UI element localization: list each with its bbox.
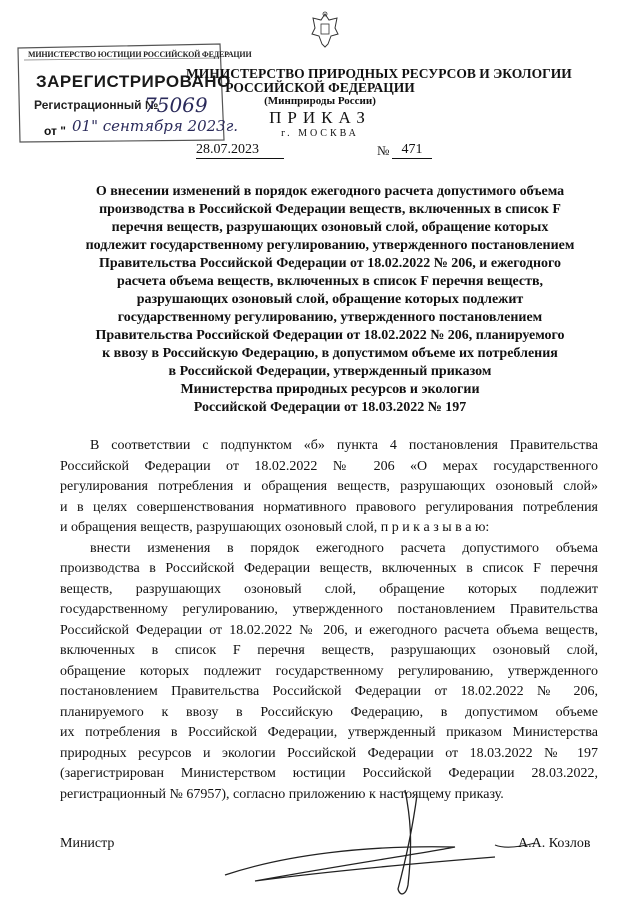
body-line: веществ, разрушающих озоновый слой, обращение которых подлежит <box>60 581 598 597</box>
document-title <box>60 183 600 417</box>
body-line: их потребления в Российской Федерации, утвержденный приказом Министерства <box>60 725 598 740</box>
ministry-name-line1: МИНИСТЕРСТВО ПРИРОДНЫХ РЕСУРСОВ И ЭКОЛОГИИ <box>186 66 572 81</box>
document-number: 471 <box>392 142 432 159</box>
title-line: Правительства Российской Федерации от 18.02.2022 № 206, и ежегодного <box>98 256 562 271</box>
handwritten-signature <box>195 785 545 905</box>
title-line: расчета объема веществ, включенных в список F перечня веществ, <box>116 274 544 289</box>
ministry-name-line2: РОССИЙСКОЙ ФЕДЕРАЦИИ <box>225 80 415 95</box>
body-line: регулирования потребления и обращения веществ, разрушающих озоновый слой» <box>60 479 598 494</box>
stamp-ministry: МИНИСТЕРСТВО ЮСТИЦИИ РОССИЙСКОЙ ФЕДЕРАЦИИ <box>28 50 252 59</box>
title-line: Министерства природных ресурсов и экологии <box>180 382 480 397</box>
document-type: ПРИКАЗ <box>269 108 371 127</box>
body-line: Российской Федерации от 18.02.2022 № 206 «О мерах государственного <box>60 458 598 474</box>
body-line: производства в Российской Федерации веществ, включенных в список F перечня <box>60 561 598 576</box>
title-line: Правительства Российской Федерации от 18.02.2022 № 206, планируемого <box>95 328 565 343</box>
title-line: подлежит государственному регулированию, утвержденного постановлением <box>85 238 575 253</box>
body-line: (зарегистрирован Министерством юстиции Российской Федерации 28.03.2022, <box>60 766 598 781</box>
stamp-reg-number: 75069 <box>144 93 208 117</box>
body-line: природных ресурсов и экологии Российской Федерации от 18.03.2022 № 197 <box>60 745 598 761</box>
title-line: к ввозу в Российскую Федерацию, в допустимом объеме их потребления <box>102 346 558 361</box>
signer-position: Министр <box>60 836 115 851</box>
title-line: производства в Российской Федерации веществ, включенных в список F <box>99 202 561 217</box>
title-line: Российской Федерации от 18.03.2022 № 197 <box>193 400 467 415</box>
stamp-handwritten-date: 01" сентября 2023г. <box>72 117 239 135</box>
title-line: перечня веществ, разрушающих озоновый слой, обращение которых <box>111 220 549 235</box>
stamp-title: ЗАРЕГИСТРИРОВАНО <box>36 72 231 91</box>
body-line: включенных в список F перечня веществ, разрушающих озоновый слой, <box>60 643 598 658</box>
title-line: в Российской Федерации, утвержденный приказом <box>168 364 492 379</box>
body-line: Российской Федерации от 18.02.2022 № 206, и ежегодного расчета объема веществ, <box>60 622 598 638</box>
body-line: постановлением Правительства Российской Федерации от 18.02.2022 № 206, <box>60 684 598 699</box>
body-line: планируемого к ввозу в Российскую Федерацию, в допустимом объеме <box>60 704 598 720</box>
title-line: О внесении изменений в порядок ежегодного расчета допустимого объема <box>95 184 565 199</box>
body-line: внести изменения в порядок ежегодного расчета допустимого объема <box>90 540 598 556</box>
paragraph-order <box>60 539 598 806</box>
document-body <box>60 436 598 805</box>
stamp-from-label: от " <box>44 124 66 138</box>
stamp-reg-label: Регистрационный № <box>34 98 159 112</box>
title-line: разрушающих озоновый слой, обращение которых подлежит <box>136 292 524 307</box>
title-line: государственному регулированию, утвержденного постановлением <box>117 310 543 325</box>
body-line: государственному регулированию, утвержденного постановлением Правительства <box>60 602 598 617</box>
ministry-short-name: (Минприроды России) <box>264 95 376 107</box>
body-line: регистрационный № 67957), согласно приложению к настоящему приказу. <box>60 786 504 802</box>
body-line: обращение которых подлежит государственному регулированию, утвержденного <box>60 663 598 679</box>
body-line: и в целях совершенствования нормативного правового регулирования потребления <box>60 499 598 515</box>
city: г. МОСКВА <box>281 128 359 139</box>
number-sign: № <box>377 143 390 158</box>
paragraph-preamble <box>60 436 598 539</box>
russian-coat-of-arms-icon <box>309 10 341 50</box>
body-line: и обращения веществ, разрушающих озоновый слой, п р и к а з ы в а ю: <box>60 520 490 535</box>
document-date: 28.07.2023 <box>196 142 284 159</box>
body-line: В соответствии с подпунктом «б» пункта 4 постановления Правительства <box>90 438 598 453</box>
signer-name: А.А. Козлов <box>518 836 591 851</box>
